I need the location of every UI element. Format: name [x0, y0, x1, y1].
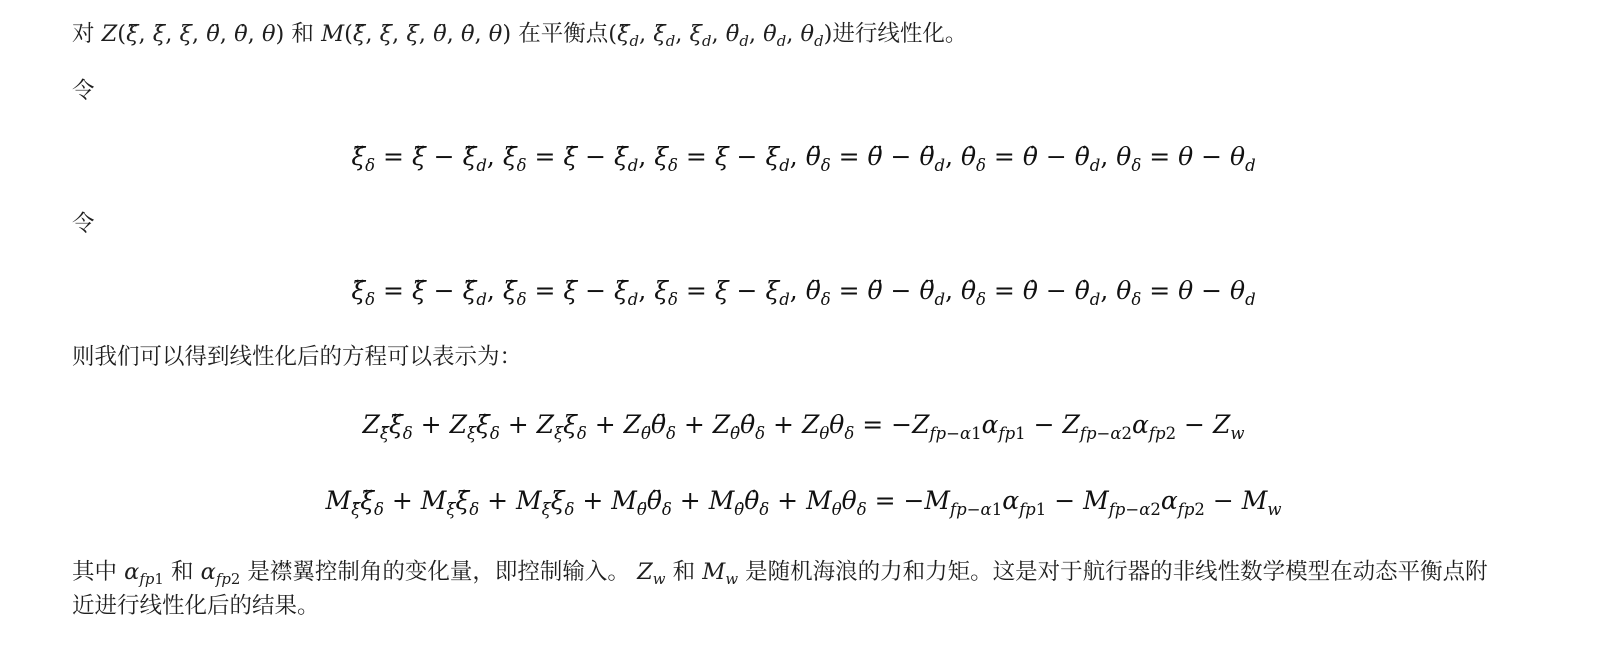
text-and: 和 [284, 21, 322, 47]
intro-sentence: 则我们可以得到线性化后的方程可以表示为： [72, 344, 523, 370]
text-suffix: 进行线性化。 [832, 21, 968, 47]
display-deviation-definitions-2: $\xï_\delta$ = ξ̈ − $\xï_d$, $\xi̇_\delta$ = ξ̇ − $\xi̇_d$, $\xi_\delta = \xi - \xi_d$, $\thetä_\delta$ = θ̈ − $\thetä_d$, $\thetȧ_\delta$ = θ̇ − $\thetȧ_d$, $\theta_\delta = \theta - \theta_d$ [351, 276, 1256, 309]
text-prefix: 对 [72, 21, 102, 47]
linearized-z-equation: $Z_{\xï}\xï_\delta$ + $Z_{\xi̇}\xi̇_\delta + Z_\xi\xi_\delta$ + $Z_{\thetä}\thetä_\delta$ + $Z_{\thetȧ}\thetȧ_\delta + Z_\theta\theta_\delta = -Z_{fp-\alpha 1}\alpha_{fp1} - Z_{fp-\alpha 2}\alpha_{fp2} - Z_w$ [362, 410, 1245, 443]
text-mid: 在平衡点 [511, 21, 609, 47]
math-m-function: M(ξ̈, ξ̇, ξ, θ̈, θ̇, θ) [321, 21, 512, 47]
let-label-2: 令 [72, 211, 95, 237]
let-label: 令 [72, 78, 95, 104]
conclusion-paragraph: 其中 $\alpha_{fp1}$ 和 $\alpha_{fp2}$ 是襟翼控制角的变化量，即控制输入。 $Z_w$ 和 $M_w$ 是随机海浪的力和力矩。这是对于航行器的非线性数学模型在动态平衡点附近进行线性化后的结果。 [72, 559, 1488, 619]
math-equilibrium-point: ($\xï_d$, $\xi̇_d$, $\xi_d$, $\thetä_d$, $\thetȧ_d$, $\theta_d$) [608, 21, 833, 51]
linearization-statement [72, 17, 967, 51]
linearized-m-equation: $M_{\xï}\xï_\delta$ + $M_{\xi̇}\xi̇_\delta + M_\xi\xi_\delta$ + $M_{\thetä}\thetä_\delta$ + $M_{\thetȧ}\thetȧ_\delta + M_\theta\theta_\delta = -M_{fp-\alpha 1}\alpha_{fp1} - M_{fp-\alpha 2}\alpha_{fp2} - M_w$ [325, 486, 1282, 519]
math-z-function: Z(ξ̈, ξ̇, ξ, θ̈, θ̇, θ) [101, 21, 285, 47]
display-deviation-definitions-1: $\xï_\delta$ = ξ̈ − $\xï_d$, $\xi̇_\delta$ = ξ̇ − $\xi̇_d$, $\xi_\delta = \xi - \xi_d$, $\thetä_\delta$ = θ̈ − $\thetä_d$, $\thetȧ_\delta$ = θ̇ − $\thetȧ_d$, $\theta_\delta = \theta - \theta_d$ [351, 142, 1256, 175]
